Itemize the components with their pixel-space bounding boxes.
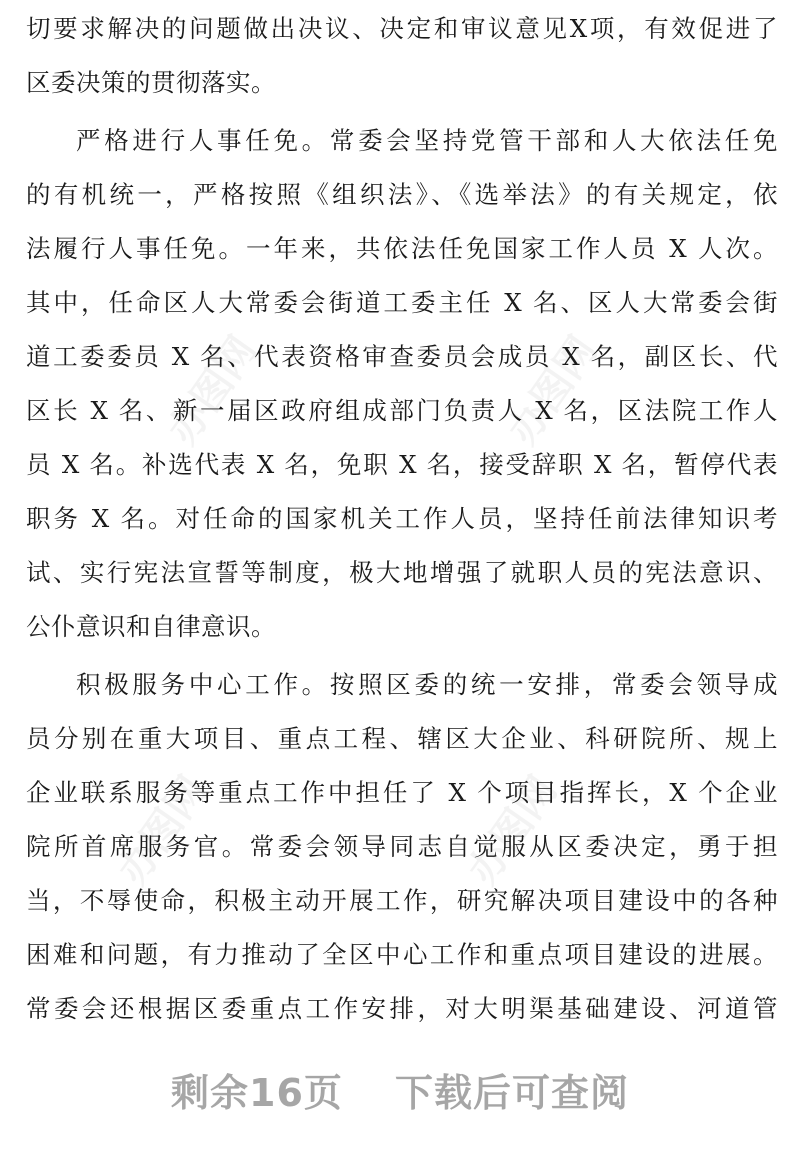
text-line: 法履行人事任免。一年来，共依法任免国家工作人员 X 人次。 bbox=[26, 234, 778, 263]
text-line: 试、实行宪法宣誓等制度，极大地增强了就职人员的宪法意识、 bbox=[26, 558, 778, 587]
text-line: 员分别在重大项目、重点工程、辖区大企业、科研院所、规上 bbox=[26, 724, 778, 753]
text-line: 企业联系服务等重点工作中担任了 X 个项目指挥长，X 个企业 bbox=[26, 778, 778, 807]
text-line: 当，不辱使命，积极主动开展工作，研究解决项目建设中的各种 bbox=[26, 886, 778, 915]
text-line: 员 X 名。补选代表 X 名，免职 X 名，接受辞职 X 名，暂停代表 bbox=[26, 450, 778, 479]
text-line: 其中，任命区人大常委会街道工委主任 X 名、区人大常委会街 bbox=[26, 288, 778, 317]
text-line: 院所首席服务官。常委会领导同志自觉服从区委决定，勇于担 bbox=[26, 832, 778, 861]
text-line: 积极服务中心工作。按照区委的统一安排，常委会领导成 bbox=[76, 670, 778, 699]
remaining-pages-label: 剩余16页 bbox=[171, 1071, 343, 1115]
text-line: 的有机统一，严格按照《组织法》、《选举法》的有关规定，依 bbox=[26, 180, 778, 209]
text-line: 道工委委员 X 名、代表资格审查委员会成员 X 名，副区长、代 bbox=[26, 342, 778, 371]
watermark: 办图网 bbox=[499, 328, 607, 453]
text-line: 困难和问题，有力推动了全区中心工作和重点项目建设的进展。 bbox=[26, 940, 778, 969]
text-line: 常委会还根据区委重点工作安排，对大明渠基础建设、河道管 bbox=[26, 994, 778, 1023]
paragraph-3 bbox=[26, 658, 778, 1036]
paragraph-2 bbox=[26, 114, 778, 654]
document-body bbox=[26, 2, 778, 1036]
download-prompt[interactable] bbox=[0, 1062, 800, 1117]
watermark: 办图网 bbox=[109, 768, 217, 893]
text-line: 严格进行人事任免。常委会坚持党管干部和人大依法任免 bbox=[76, 126, 778, 155]
paragraph-1 bbox=[26, 2, 778, 110]
watermark: 办图网 bbox=[459, 768, 567, 893]
text-line: 职务 X 名。对任命的国家机关工作人员，坚持任前法律知识考 bbox=[26, 504, 778, 533]
text-line: 区长 X 名、新一届区政府组成部门负责人 X 名，区法院工作人 bbox=[26, 396, 778, 425]
text-line: 区委决策的贯彻落实。 bbox=[26, 68, 276, 97]
text-line: 公仆意识和自律意识。 bbox=[26, 612, 276, 641]
download-label: 下载后可查阅 bbox=[394, 1071, 629, 1115]
text-line: 切要求解决的问题做出决议、决定和审议意见X项，有效促进了 bbox=[26, 14, 778, 43]
watermark: 办图网 bbox=[159, 328, 267, 453]
